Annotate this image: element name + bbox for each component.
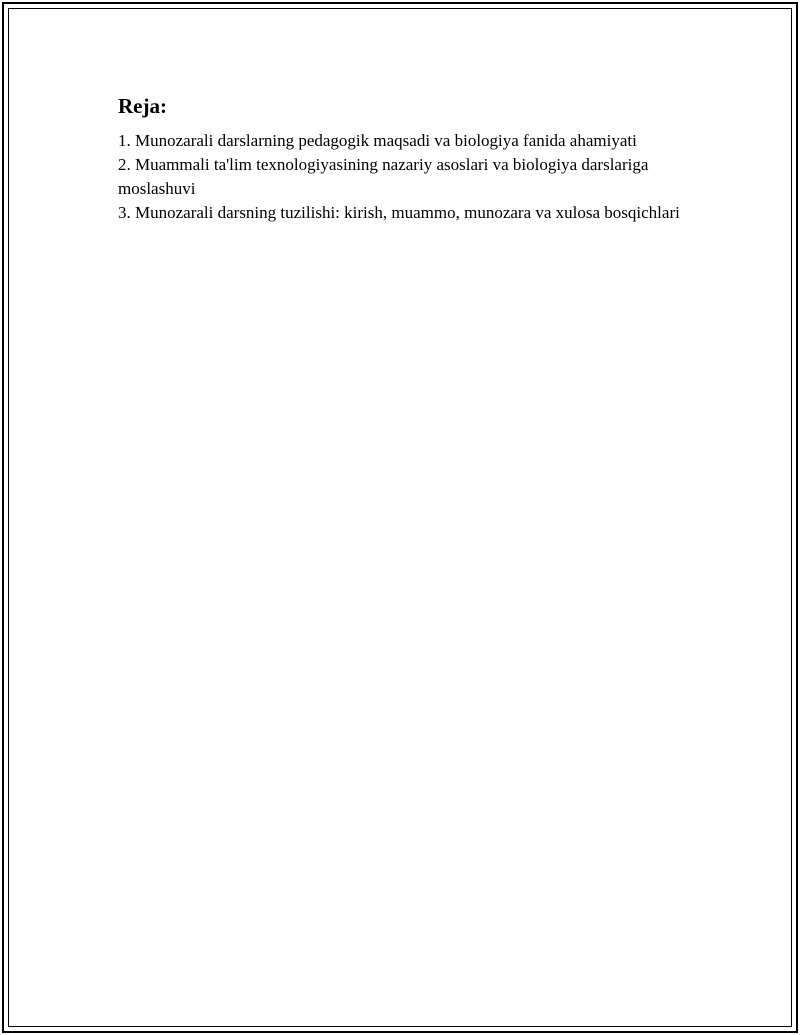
plan-item-3: 3. Munozarali darsning tuzilishi: kirish, muammo, munozara va xulosa bosqichlari xyxy=(118,203,680,222)
plan-list xyxy=(118,129,698,225)
plan-item-2: 2. Muammali ta'lim texnologiyasining nazariy asoslari va biologiya darslariga moslashuvi xyxy=(118,155,649,198)
plan-heading: Reja: xyxy=(118,94,167,118)
plan-item-1: 1. Munozarali darslarning pedagogik maqsadi va biologiya fanida ahamiyati xyxy=(118,131,637,150)
document-content xyxy=(118,93,698,225)
